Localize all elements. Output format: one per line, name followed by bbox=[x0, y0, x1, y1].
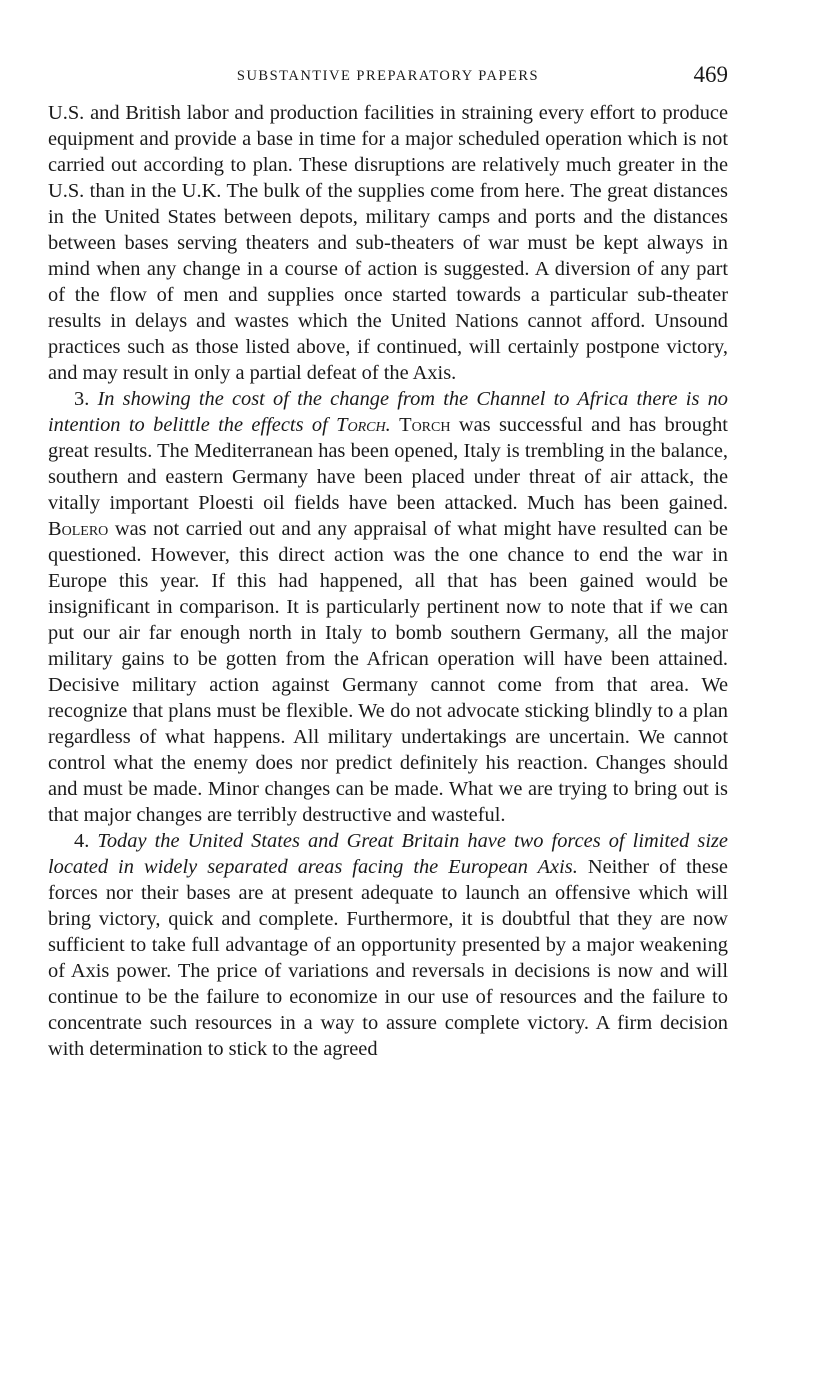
code-name-torch: Torch bbox=[399, 414, 451, 436]
paragraph-continued bbox=[48, 100, 728, 386]
running-title: SUBSTANTIVE PREPARATORY PAPERS bbox=[236, 68, 540, 84]
body-text bbox=[48, 100, 728, 1062]
paragraph-3 bbox=[48, 386, 728, 828]
document-page bbox=[48, 60, 728, 1062]
code-name-torch-italic: Torch bbox=[336, 414, 386, 436]
paragraph-lead: Today the United States and Great Britain have two forces of limited size located in widely separated areas facing the European Axis. bbox=[48, 830, 728, 878]
paragraph-text: was successful and has brought great results. The Mediterranean has been opened, Italy is trembling in the balance, southern and eastern Germany have been placed under threat of air attack, the vitally important Ploesti oil fields have been attacked. Much has been gained. bbox=[48, 414, 728, 514]
paragraph-4 bbox=[48, 828, 728, 1062]
paragraph-number: 4. bbox=[74, 830, 90, 852]
page-number: 469 bbox=[693, 62, 728, 87]
paragraph-number: 3. bbox=[74, 388, 90, 410]
paragraph-lead-text: In showing the cost of the change from the Channel to Africa there is no intention to belittle the effects of bbox=[48, 388, 728, 436]
paragraph-text: was not carried out and any appraisal of what might have resulted can be questioned. However, this direct action was the one chance to end the war in Europe this year. If this had happened, all that has been gained would be insignificant in comparison. It is particularly pertinent now to note that if we can put our air far enough north in Italy to bomb southern Germany, all the major military gains to be gotten from the African operation will have been attained. Decisive military action against Germany cannot come from that area. We recognize that plans must be flexible. We do not advocate sticking blindly to a plan regardless of what happens. All military undertakings are uncertain. We cannot control what the enemy does nor predict definitely his reaction. Changes should and must be made. Minor changes can be made. What we are trying to bring out is that major changes are terribly destructive and wasteful. bbox=[48, 518, 728, 826]
paragraph-text: Neither of these forces nor their bases are at present adequate to launch an offensive which will bring victory, quick and complete. Furthermore, it is doubtful that they are now sufficient to take full advantage of an opportunity presented by a major weakening of Axis power. The price of variations and reversals in decisions is now and will continue to be the failure to economize in our use of resources and the failure to concentrate such resources in a way to assure complete victory. A firm decision with determination to stick to the agreed bbox=[48, 856, 728, 1060]
paragraph-lead-end: . bbox=[385, 414, 391, 436]
paragraph-text: U.S. and British labor and production facilities in straining every effort to produce equipment and provide a base in time for a major scheduled operation which is not carried out according to plan. These disruptions are relatively much greater in the U.S. than in the U.K. The bulk of the supplies come from here. The great distances in the United States between depots, military camps and ports and the distances between bases serving theaters and sub-theaters of war must be kept always in mind when any change in a course of action is suggested. A diversion of any part of the flow of men and supplies once started towards a particular sub-theater results in delays and wastes which the United Nations cannot afford. Unsound practices such as those listed above, if continued, will certainly postpone victory, and may result in only a partial defeat of the Axis. bbox=[48, 102, 728, 384]
code-name-bolero: Bolero bbox=[48, 518, 109, 540]
running-header bbox=[48, 60, 728, 100]
